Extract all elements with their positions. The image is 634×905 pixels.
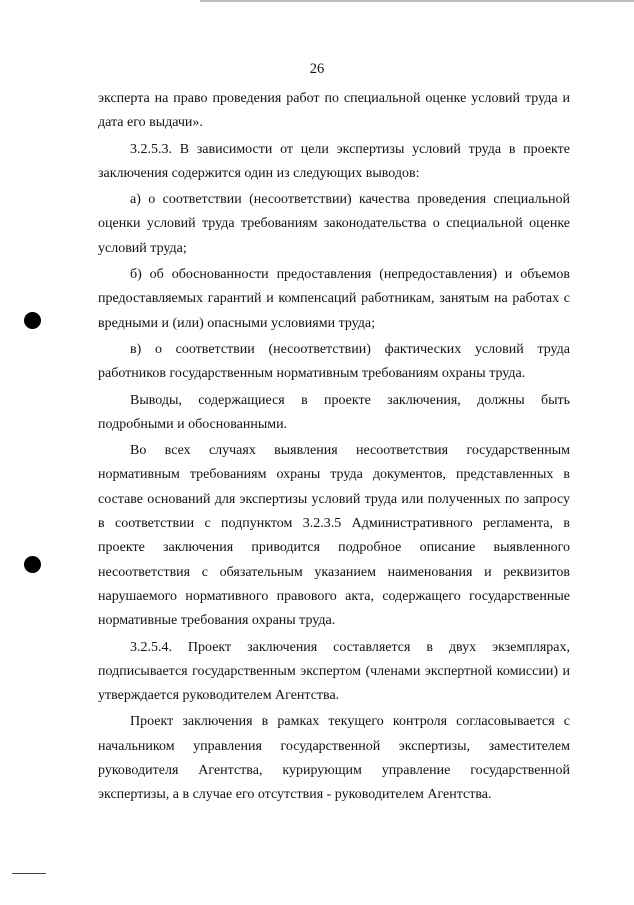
paragraph-item-b: б) об обоснованности предоставления (непредоставления) и объемов предоставляемых гарантий и компенсаций работникам, занятым на работах с вредными и (или) опасными условиями труда;	[98, 267, 570, 331]
scan-top-edge	[200, 0, 634, 2]
paragraph-nonconformity: Во всех случаях выявления несоответствия государственным нормативным требованиям охраны труда документов, представленных в составе оснований для экспертизы условий труда или полученных по запросу в соответствии с подпунктом 3.2.3.5 Административного регламента, в проекте заключения приводится подробное описание выявленного несоответствия с обязательным указанием наименования и реквизитов нарушаемого нормативного правового акта, содержащего государственные нормативные требования охраны труда.	[98, 443, 570, 629]
paragraph-continuation: эксперта на право проведения работ по специальной оценке условий труда и дата его выдачи».	[98, 91, 570, 131]
page-number: 26	[309, 61, 325, 77]
footnote-rule	[12, 873, 46, 874]
paragraph-3-2-5-4: 3.2.5.4. Проект заключения составляется в двух экземплярах, подписывается государственным экспертом (членами экспертной комиссии) и утверждается руководителем Агентства.	[98, 639, 570, 704]
paragraph-3-2-5-3: 3.2.5.3. В зависимости от цели экспертизы условий труда в проекте заключения содержится один из следующих выводов:	[98, 141, 570, 181]
paragraph-conclusions: Выводы, содержащиеся в проекте заключения, должны быть подробными и обоснованными.	[98, 392, 570, 432]
punch-hole-lower	[24, 556, 41, 573]
paragraph-approval: Проект заключения в рамках текущего контроля согласовывается с начальником управления государственной экспертизы, заместителем руководителя Агентства, курирующим управление государственной экспертизы, а в случае его отсутствия - руководителем Агентства.	[98, 714, 570, 803]
paragraph-item-v: в) о соответствии (несоответствии) фактических условий труда работников государственным нормативным требованиям охраны труда.	[98, 341, 570, 382]
document-body	[98, 87, 570, 810]
punch-hole-upper	[24, 312, 41, 329]
paragraph-item-a: а) о соответствии (несоответствии) качества проведения специальной оценки условий труда требованиям законодательства о специальной оценке условий труда;	[98, 192, 570, 256]
